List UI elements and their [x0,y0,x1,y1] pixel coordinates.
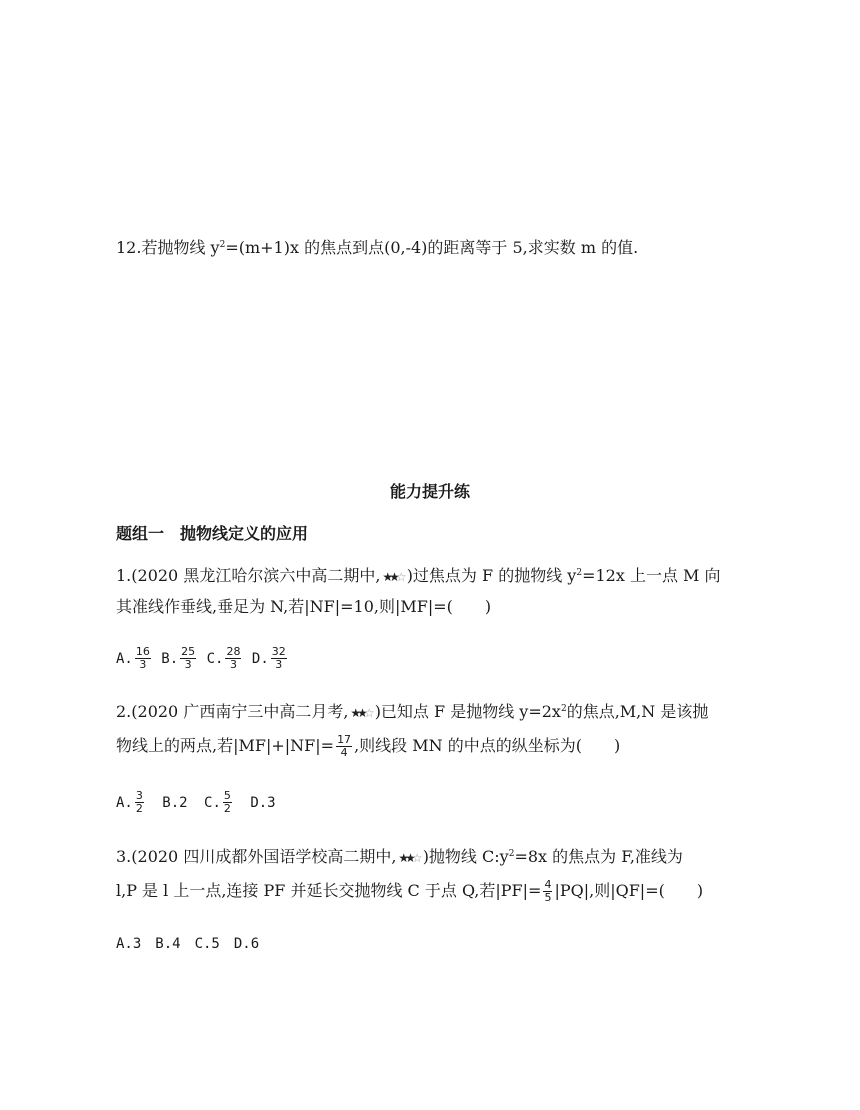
question-2-line-1: 2.(2020 广西南宁三中高二月考, ★★☆ )已知点 F 是抛物线 $y=2x^2$的焦点,M,N 是该抛 [116,698,708,724]
question-12: 12.若抛物线 $y^2=(m+1)x$ 的焦点到点(0,-4)的距离等于 5,求实数 m 的值. [116,238,639,257]
group-title: 题组一 抛物线定义的应用 [116,524,309,543]
question-2-options [116,790,276,815]
option-a: A. $\frac{3}{2}$ [116,789,143,815]
question-1-line-2: 其准线作垂线,垂足为 N,若|NF|=10,则|MF|=( ) [116,597,492,616]
question-2-line-2: 物线上的两点,若|MF|+|NF|= $\frac{17}{4}$ ,则线段 MN 的中点的纵坐标为( ) [116,733,621,759]
option-d: D. $\frac{32}{3}$ [251,645,286,671]
option-b: B. $\frac{25}{3}$ [161,645,196,671]
question-3-line-1: 3.(2020 四川成都外国语学校高二期中, ★★☆ )抛物线 $C:y^2=8x$ 的焦点为 F,准线为 [116,843,683,869]
difficulty-stars-icon: ★★☆ [350,706,371,720]
option-c: C. $\frac{5}{2}$ [204,789,231,815]
difficulty-stars-icon: ★★☆ [382,570,403,584]
question-3-options: A.3 B.4 C.5 D.6 [116,936,260,952]
question-3-line-2: l,P 是 l 上一点,连接 PF 并延长交抛物线 C 于点 Q,若|PF|= $\frac{4}{5}$ |PQ|,则|QF|=( ) [116,878,704,904]
difficulty-stars-icon: ★★☆ [398,851,419,865]
question-1-options [116,646,289,671]
option-a: A. $\frac{16}{3}$ [116,645,150,671]
section-title: 能力提升练 [389,482,470,501]
option-b: B.2 [162,794,188,811]
option-d: D.3 [250,794,276,811]
question-1-line-1: 1.(2020 黑龙江哈尔滨六中高二期中, ★★☆ )过焦点为 F 的抛物线 $y^2=12x$ 上一点 M 向 [116,562,721,588]
option-c: C. $\frac{28}{3}$ [206,645,241,671]
